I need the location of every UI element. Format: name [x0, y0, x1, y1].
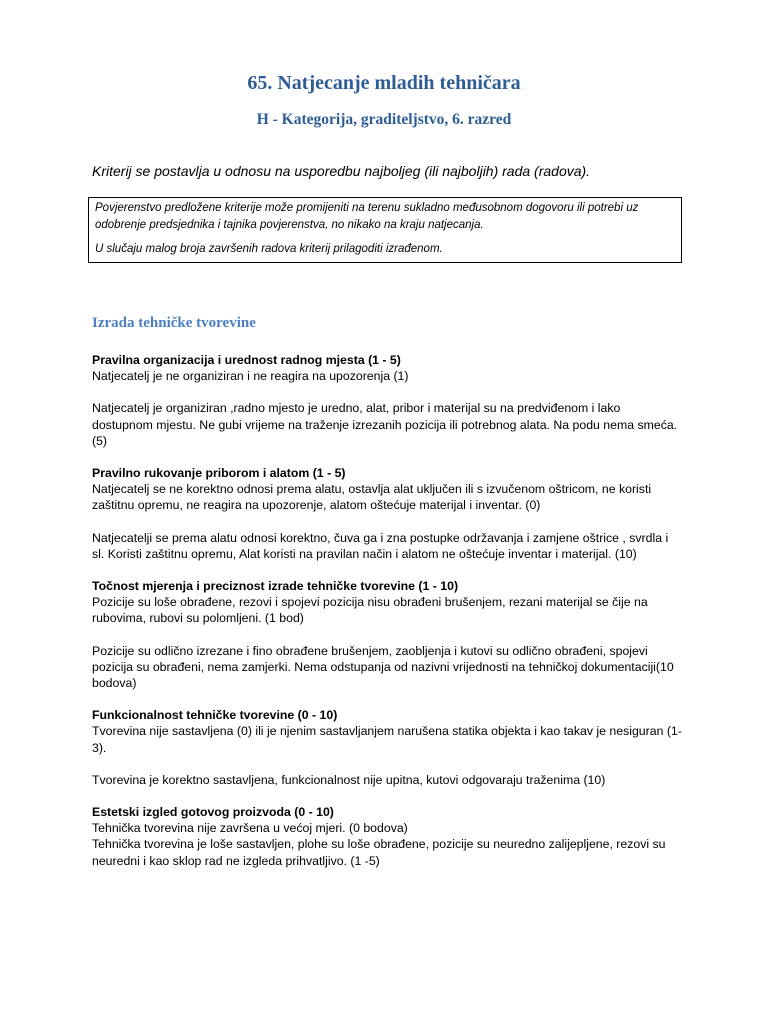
section-title: Izrada tehničke tvorevine — [92, 315, 256, 331]
criterion-low: Pozicije su loše obrađene, rezovi i spojevi pozicija nisu obrađeni brušenjem, rezani materijal se čije na rubovima, rubovi su polomljeni. (1 bod) — [92, 595, 648, 626]
criterion-high: Natjecatelj je organiziran ,radno mjesto je uredno, alat, pribor i materijal su na predviđenom i lako dostupnom mjestu. Ne gubi vrijeme na traženje izrezanih pozicija ili potrebnog alata. Na podu nema smeća. (5) — [92, 401, 678, 448]
notice-text: U slučaju malog broja završenih radova kriterij prilagoditi izrađenom. — [95, 243, 443, 255]
notice-box — [88, 197, 682, 263]
criterion-heading: Točnost mjerenja i preciznost izrade tehničke tvorevine (1 - 10) — [92, 579, 459, 594]
criterion-high: Tehnička tvorevina je loše sastavljen, plohe su loše obrađene, pozicije su neuredno zalijepljene, rezovi su neuredni i kao sklop rad ne izgleda prihvatljivo. (1 -5) — [92, 837, 666, 868]
criterion-aesthetics — [92, 804, 682, 869]
criterion-heading: Pravilno rukovanje priborom i alatom (1 - 5) — [92, 466, 346, 481]
criterion-heading: Estetski izgled gotovog proizvoda (0 - 10) — [92, 805, 334, 820]
criterion-functionality — [92, 707, 682, 788]
criterion-organization — [92, 352, 682, 449]
criterion-heading: Funkcionalnost tehničke tvorevine (0 - 10) — [92, 708, 338, 723]
document-subtitle: H - Kategorija, graditeljstvo, 6. razred — [256, 111, 512, 128]
criterion-precision — [92, 578, 682, 691]
criterion-low: Tvorevina nije sastavljena (0) ili je njenim sastavljanjem narušena statika objekta i kao takav je nesiguran (1-3). — [92, 724, 682, 755]
criterion-heading: Pravilna organizacija i urednost radnog mjesta (1 - 5) — [92, 353, 401, 367]
criterion-low: Tehnička tvorevina nije završena u većoj mjeri. (0 bodova) — [92, 821, 408, 836]
criterion-high: Pozicije su odlično izrezane i fino obrađene brušenjem, zaobljenja i kutovi su odlično obrađeni, spojevi pozicija su obrađeni, nema zamjerki. Nema odstupanja od nazivni vrijednosti na tehničkoj dokumentaciji(10 bodova) — [92, 643, 674, 691]
criterion-low: Natjecatelj je ne organiziran i ne reagira na upozorenja (1) — [92, 369, 409, 384]
criterion-tool-handling — [92, 465, 682, 562]
intro-text: Kriterij se postavlja u odnosu na usporedbu najboljeg (ili najboljih) rada (radova). — [92, 163, 591, 179]
criterion-high: Tvorevina je korektno sastavljena, funkcionalnost nije upitna, kutovi odgovaraju traženima (10) — [92, 772, 606, 787]
criteria-list — [92, 352, 682, 885]
criterion-low: Natjecatelj se ne korektno odnosi prema alatu, ostavlja alat uključen ili s izvučenom oštricom, ne koristi zaštitnu opremu, ne reagira na upozorenje, alatom oštećuje materijal i inventar. (0) — [92, 482, 652, 513]
notice-text: Povjerenstvo predložene kriterije može promijeniti na terenu sukladno međusobnom dogovoru ili potrebi uz odobrenje predsjednika i tajnika povjerenstva, no nikako na kraju natjecanja. — [95, 202, 639, 231]
criterion-high: Natjecatelji se prema alatu odnosi korektno, čuva ga i zna postupke održavanja i zamjene oštrice , svrdla i sl. Koristi zaštitnu opremu, Alat koristi na pravilan način i alatom ne oštećuje inventar i materijal. (10) — [92, 530, 669, 561]
document-title: 65. Natjecanje mladih tehničara — [247, 72, 521, 94]
